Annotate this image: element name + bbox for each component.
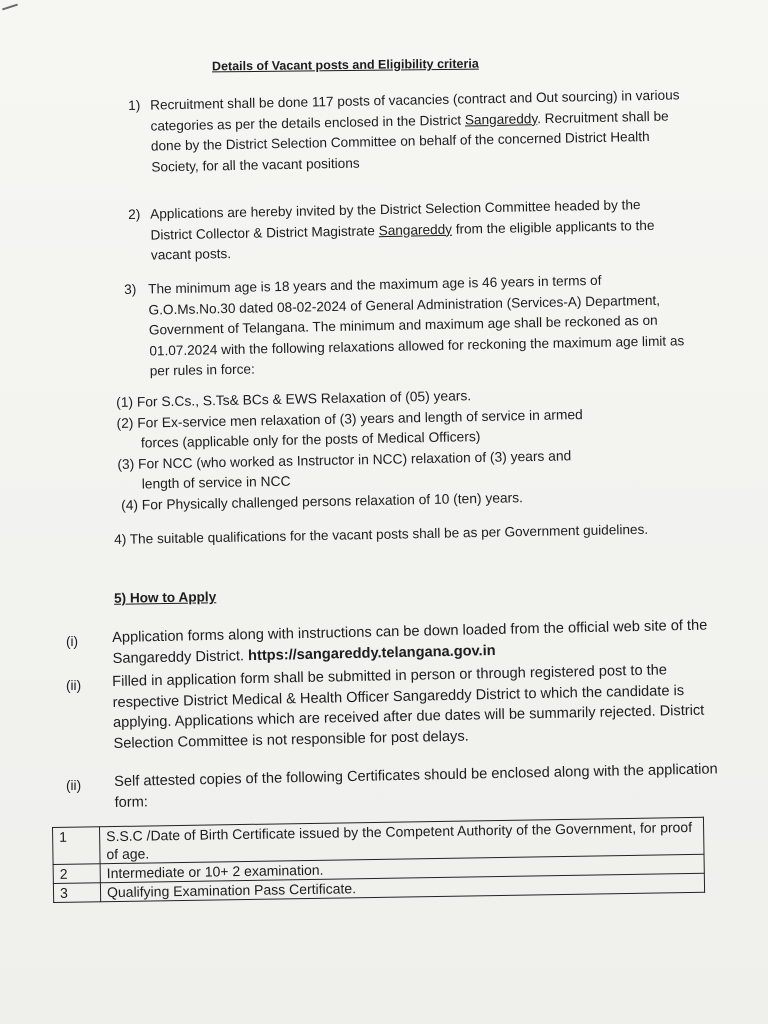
apply-item-submission: Filled in application form shall be submitted in person or through registered post to the respective District Medical & Health Officer Sangareddy District to which the candidate is applying. Applications which are received after due dates will be summarily rejected. District Selection Committee is not responsible for post delays. — [112, 662, 705, 752]
relaxation-item: (2) For Ex-service men relaxation of (3) years and length of service in armed — [116, 406, 583, 431]
relaxation-item: (3) For NCC (who worked as Instructor in NCC) relaxation of (3) years and — [117, 447, 572, 472]
point-4: 4) The suitable qualifications for the vacant posts shall be as per Government guidelines. — [114, 521, 649, 547]
relaxation-item: (4) For Physically challenged persons relaxation of 10 (ten) years. — [121, 489, 524, 513]
item-label: (ii) — [66, 678, 82, 693]
point-2 — [128, 194, 681, 266]
item-label: (i) — [66, 634, 79, 649]
age-relaxation-list — [116, 384, 584, 516]
point-1-number: 1) — [128, 97, 141, 113]
official-website-url: https://sangareddy.telangana.gov.in — [247, 642, 496, 664]
certificate-description: S.S.C /Date of Birth Certificate issued by the Competent Authority of the Government, for proof of age. — [100, 817, 705, 863]
point-3-number: 3) — [124, 281, 137, 297]
corner-pen-mark — [2, 4, 18, 11]
point-2-number: 2) — [128, 206, 141, 222]
certificate-description: Intermediate or 10+ 2 examination. — [100, 854, 704, 882]
apply-item-download: Application forms along with instructions can be down loaded from the official web site of the Sangareddy District. https://sangareddy.telangana.gov.in — [112, 617, 708, 667]
point-2-text: Applications are hereby invited by the District Selection Committee headed by the District Collector & District Magistrate Sangareddy from the eligible applicants to the vacant posts. — [150, 197, 655, 263]
point-3-text: The minimum age is 18 years and the maximum age is 46 years in terms of G.O.Ms.No.30 dated 08-02-2024 of General Administration (Services-A) Department, Government of Telangana. The minimum and maximum age shall be reckoned as on 01.07.2024 with the following relaxations allowed for reckoning the maximum age limit as per rules in force: — [148, 272, 685, 379]
relaxation-item-continued: length of service in NCC — [141, 473, 291, 492]
point-3 — [124, 269, 690, 382]
district-name: Sangareddy — [378, 221, 453, 238]
document-title: Details of Vacant posts and Eligibility criteria — [211, 56, 479, 74]
apply-item-certificates: Self attested copies of the following Certificates should be enclosed along with the application form: — [114, 761, 718, 811]
certificates-table-body — [53, 817, 705, 902]
certificate-description: Qualifying Examination Pass Certificate. — [100, 873, 704, 901]
relaxation-item: (1) For S.Cs., S.Ts& BCs & EWS Relaxation of (05) years. — [116, 388, 472, 410]
certificate-number: 1 — [53, 827, 101, 865]
certificate-number: 3 — [53, 883, 100, 903]
how-to-apply-heading: 5) How to Apply — [113, 589, 217, 606]
district-name: Sangareddy — [464, 110, 538, 128]
certificates-table — [52, 817, 705, 903]
certificate-number: 2 — [53, 864, 100, 884]
point-1 — [128, 85, 681, 178]
relaxation-item-continued: forces (applicable only for the posts of Medical Officers) — [140, 429, 481, 451]
point-1-text: Recruitment shall be done 117 posts of vacancies (contract and Out sourcing) in various categories as per the details enclosed in the District Sangareddy. Recruitment shall be done by the District Selection Committee on behalf of the concerned District Health Society, for all the vacant positions — [150, 87, 680, 175]
item-label: (ii) — [66, 778, 82, 793]
